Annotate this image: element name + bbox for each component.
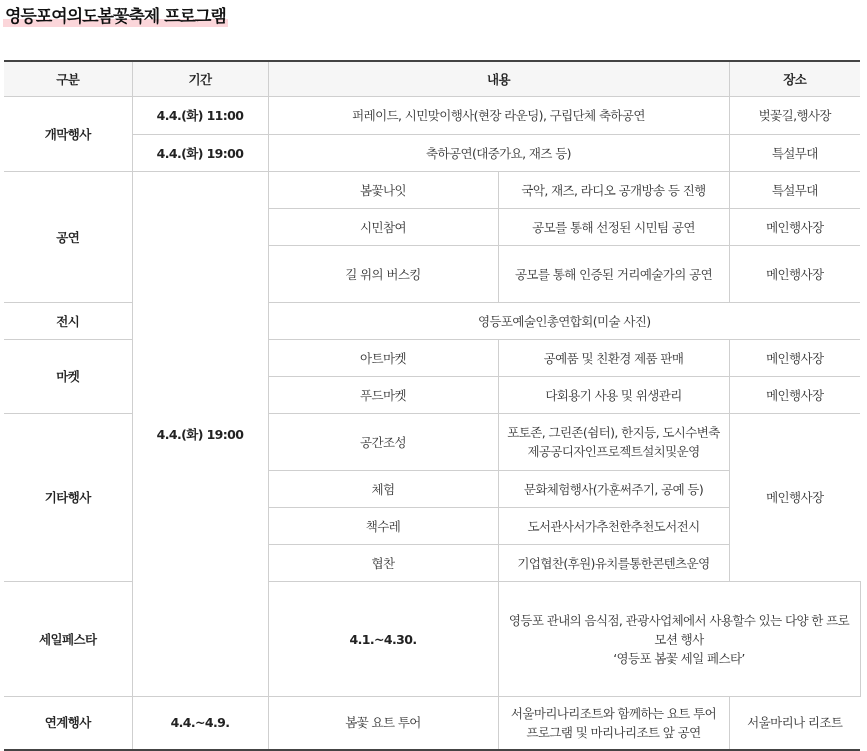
program-name-cell: 봄꽃나잇 <box>268 172 498 209</box>
date-cell: 4.4.(화) 11:00 <box>132 97 268 135</box>
category-cell: 공연 <box>4 172 132 303</box>
place-cell: 특설무대 <box>729 172 860 209</box>
category-cell: 연계행사 <box>4 697 132 750</box>
place-cell: 벚꽃길,행사장 <box>729 97 860 135</box>
program-desc-cell: 포토존, 그린존(쉼터), 한지등, 도시수변축제공공디자인프로젝트설치및운영 <box>498 414 729 471</box>
date-cell: 4.1.~4.30. <box>268 582 498 697</box>
category-cell: 기타행사 <box>4 414 132 582</box>
category-cell: 마켓 <box>4 340 132 414</box>
table-row <box>4 172 860 209</box>
date-cell: 4.4.(화) 19:00 <box>132 135 268 172</box>
page-title: 영등포여의도봄꽃축제 프로그램 <box>5 7 226 27</box>
place-cell: 특설무대 <box>729 135 860 172</box>
content-cell: 축하공연(대중가요, 재즈 등) <box>268 135 729 172</box>
shared-date-cell: 4.4.(화) 19:00 <box>132 172 268 697</box>
place-cell: 서울마리나 리조트 <box>729 697 860 750</box>
place-cell: 메인행사장 <box>729 414 860 582</box>
page-title-wrap <box>3 5 228 29</box>
program-desc-cell: 도서관사서가추천한추천도서전시 <box>498 508 729 545</box>
place-cell: 메인행사장 <box>729 246 860 303</box>
table-row <box>4 697 860 750</box>
program-name-cell: 푸드마켓 <box>268 377 498 414</box>
program-desc-cell: 공모를 통해 선정된 시민팀 공연 <box>498 209 729 246</box>
place-cell: 메인행사장 <box>729 209 860 246</box>
header-place: 장소 <box>729 61 860 97</box>
content-line: ‘영등포 봄꽃 세일 페스타’ <box>613 650 745 666</box>
program-desc-cell: 공모를 통해 인증된 거리예술가의 공연 <box>498 246 729 303</box>
content-cell: 퍼레이드, 시민맞이행사(현장 라운딩), 구립단체 축하공연 <box>268 97 729 135</box>
place-cell: 메인행사장 <box>729 377 860 414</box>
program-desc-cell: 다회용기 사용 및 위생관리 <box>498 377 729 414</box>
category-cell: 전시 <box>4 303 132 340</box>
category-cell: 세일페스타 <box>4 582 132 697</box>
program-name-cell: 길 위의 버스킹 <box>268 246 498 303</box>
table-row <box>4 97 860 135</box>
program-name-cell: 시민참여 <box>268 209 498 246</box>
program-table <box>4 60 860 751</box>
program-desc-cell: 기업협찬(후원)유치를통한콘텐츠운영 <box>498 545 729 582</box>
table-row <box>4 135 860 172</box>
header-category: 구분 <box>4 61 132 97</box>
program-name-cell: 봄꽃 요트 투어 <box>268 697 498 750</box>
content-cell <box>498 582 860 697</box>
table-header-row <box>4 61 860 97</box>
program-name-cell: 아트마켓 <box>268 340 498 377</box>
program-name-cell: 체험 <box>268 471 498 508</box>
program-name-cell: 책수레 <box>268 508 498 545</box>
date-cell: 4.4.~4.9. <box>132 697 268 750</box>
program-desc-cell: 문화체험행사(가훈써주기, 공예 등) <box>498 471 729 508</box>
program-desc-cell: 서울마리나리조트와 함께하는 요트 투어 프로그램 및 마리나리조트 앞 공연 <box>498 697 729 750</box>
content-cell: 영등포예술인총연합회(미술 사진) <box>268 303 860 340</box>
program-name-cell: 협찬 <box>268 545 498 582</box>
program-desc-cell: 국악, 재즈, 라디오 공개방송 등 진행 <box>498 172 729 209</box>
header-content: 내용 <box>268 61 729 97</box>
place-cell: 메인행사장 <box>729 340 860 377</box>
content-line: 영등포 관내의 음식점, 관광사업체에서 사용할수 있는 다양 한 프로모션 행사 <box>508 612 850 647</box>
program-desc-cell: 공예품 및 친환경 제품 판매 <box>498 340 729 377</box>
header-period: 기간 <box>132 61 268 97</box>
program-name-cell: 공간조성 <box>268 414 498 471</box>
category-cell: 개막행사 <box>4 97 132 172</box>
